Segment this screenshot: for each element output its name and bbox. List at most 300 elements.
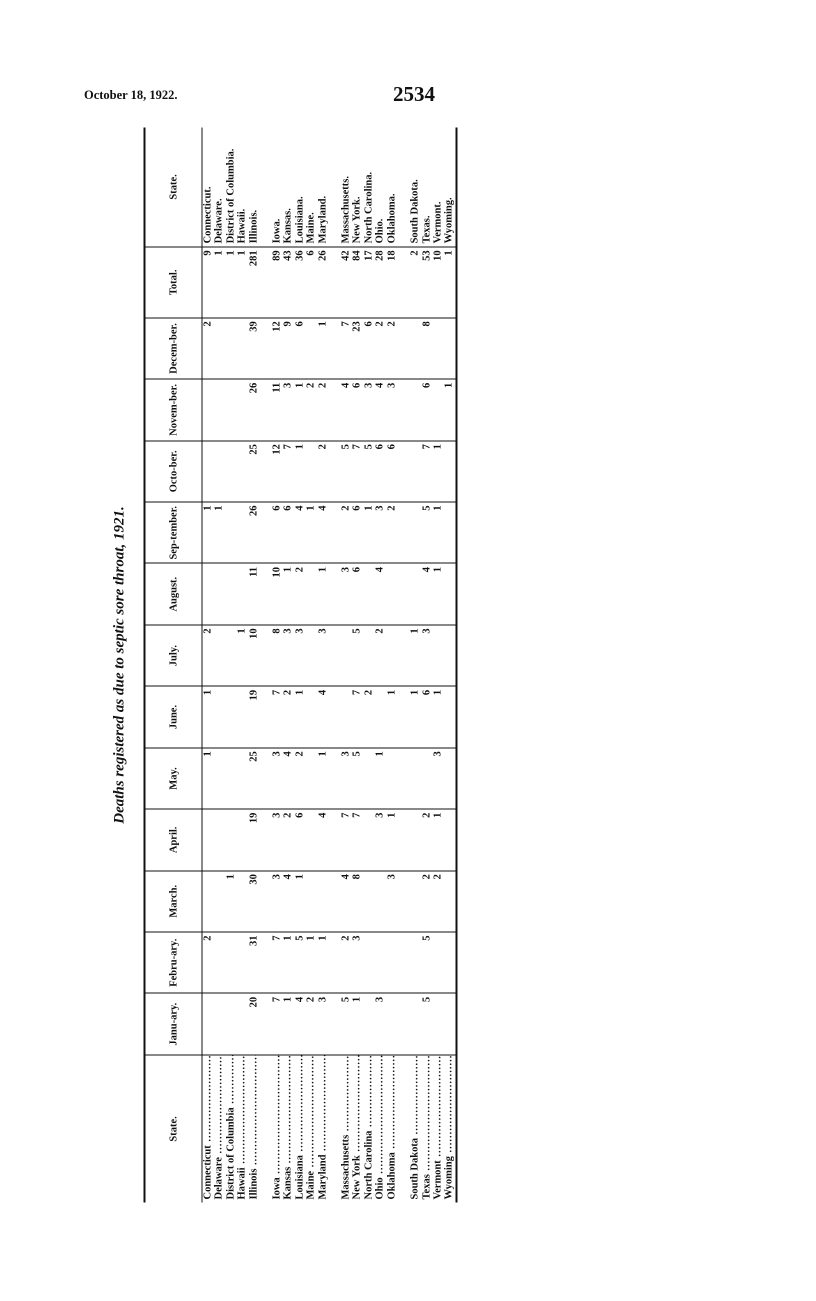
state-name-cell: Illinois ..... <box>248 1055 259 1203</box>
month-value-cell <box>443 625 455 686</box>
month-value-cell <box>236 871 247 932</box>
month-value-cell <box>386 563 397 624</box>
spacer-cell <box>259 809 271 870</box>
month-value-cell <box>236 379 247 440</box>
total-cell: 281 <box>248 247 259 318</box>
total-cell: 1 <box>443 247 455 318</box>
month-value-cell: 12 <box>271 441 282 502</box>
table-row <box>386 128 397 1203</box>
month-value-cell: 5 <box>363 441 374 502</box>
month-value-cell: 30 <box>248 871 259 932</box>
month-value-cell: 7 <box>271 932 282 993</box>
month-value-cell: 5 <box>351 625 362 686</box>
spacer-cell <box>328 318 340 379</box>
month-value-cell <box>305 625 316 686</box>
month-value-cell: 2 <box>340 502 351 563</box>
spacer-cell <box>328 932 340 993</box>
state-name-cell: Iowa ..... <box>271 1055 282 1203</box>
month-value-cell <box>305 563 316 624</box>
state-name-right-cell: Connecticut. <box>202 128 214 247</box>
month-value-cell: 1 <box>363 502 374 563</box>
state-name-cell: Vermont ..... <box>432 1055 443 1203</box>
month-value-cell <box>340 625 351 686</box>
month-value-cell <box>213 563 224 624</box>
month-value-cell <box>202 993 214 1054</box>
month-value-cell: 2 <box>363 686 374 747</box>
month-value-cell <box>202 379 214 440</box>
column-header: Sep-tember. <box>144 502 202 563</box>
spacer-cell <box>259 563 271 624</box>
month-value-cell: 3 <box>317 993 328 1054</box>
month-value-cell: 2 <box>317 441 328 502</box>
month-value-cell <box>213 748 224 809</box>
month-value-cell <box>443 932 455 993</box>
table-header-row <box>144 128 202 1203</box>
column-header: Octo-ber. <box>144 441 202 502</box>
month-value-cell: 7 <box>340 809 351 870</box>
spacer-cell <box>259 932 271 993</box>
month-value-cell <box>409 318 420 379</box>
month-value-cell: 5 <box>421 502 432 563</box>
month-value-cell <box>386 993 397 1054</box>
month-value-cell: 6 <box>351 502 362 563</box>
state-name-cell: Hawaii ..... <box>236 1055 247 1203</box>
month-value-cell <box>443 502 455 563</box>
month-value-cell <box>374 871 385 932</box>
state-name-cell: Delaware ..... <box>213 1055 224 1203</box>
month-value-cell: 1 <box>443 379 455 440</box>
month-value-cell: 6 <box>386 441 397 502</box>
month-value-cell: 2 <box>202 625 214 686</box>
month-value-cell: 6 <box>351 563 362 624</box>
month-value-cell <box>443 318 455 379</box>
column-header: July. <box>144 625 202 686</box>
spacer-cell <box>328 379 340 440</box>
column-header: May. <box>144 748 202 809</box>
spacer-cell <box>397 1055 409 1203</box>
total-cell: 2 <box>409 247 420 318</box>
month-value-cell: 3 <box>271 809 282 870</box>
spacer-cell <box>397 809 409 870</box>
month-value-cell: 7 <box>351 809 362 870</box>
state-name-cell: Maryland ..... <box>317 1055 328 1203</box>
month-value-cell: 1 <box>294 379 305 440</box>
spacer-cell <box>328 625 340 686</box>
month-value-cell <box>213 625 224 686</box>
month-value-cell: 3 <box>282 625 293 686</box>
spacer-cell <box>397 932 409 993</box>
group-spacer <box>397 128 409 1203</box>
month-value-cell: 3 <box>374 809 385 870</box>
month-value-cell: 4 <box>317 686 328 747</box>
month-value-cell <box>409 748 420 809</box>
month-value-cell: 1 <box>386 809 397 870</box>
month-value-cell <box>363 809 374 870</box>
month-value-cell <box>225 686 236 747</box>
month-value-cell <box>386 625 397 686</box>
table-row <box>271 128 282 1203</box>
total-cell: 1 <box>213 247 224 318</box>
spacer-cell <box>259 748 271 809</box>
month-value-cell <box>432 932 443 993</box>
month-value-cell <box>363 932 374 993</box>
month-value-cell <box>236 932 247 993</box>
spacer-cell <box>259 686 271 747</box>
state-name-cell: Connecticut ..... <box>202 1055 214 1203</box>
month-value-cell <box>409 809 420 870</box>
column-header: State. <box>144 1055 202 1203</box>
spacer-cell <box>259 441 271 502</box>
total-cell: 26 <box>317 247 328 318</box>
spacer-cell <box>397 502 409 563</box>
month-value-cell <box>213 441 224 502</box>
month-value-cell: 31 <box>248 932 259 993</box>
column-header: Novem-ber. <box>144 379 202 440</box>
state-name-right-cell: Kansas. <box>282 128 293 247</box>
group-spacer <box>328 128 340 1203</box>
month-value-cell: 3 <box>386 871 397 932</box>
spacer-cell <box>328 748 340 809</box>
month-value-cell: 4 <box>340 379 351 440</box>
spacer-cell <box>397 379 409 440</box>
month-value-cell: 6 <box>363 318 374 379</box>
month-value-cell: 5 <box>421 932 432 993</box>
month-value-cell: 2 <box>374 625 385 686</box>
month-value-cell: 4 <box>282 748 293 809</box>
table-row <box>374 128 385 1203</box>
month-value-cell: 1 <box>294 686 305 747</box>
month-value-cell: 5 <box>351 748 362 809</box>
state-name-right-cell: Hawaii. <box>236 128 247 247</box>
month-value-cell: 6 <box>282 502 293 563</box>
spacer-cell <box>397 748 409 809</box>
state-name-right-cell: Illinois. <box>248 128 259 247</box>
total-cell: 28 <box>374 247 385 318</box>
month-value-cell: 6 <box>421 686 432 747</box>
month-value-cell: 7 <box>282 441 293 502</box>
month-value-cell <box>363 993 374 1054</box>
page-number: 2534 <box>393 82 435 106</box>
spacer-cell <box>328 502 340 563</box>
state-name-right-cell: Wyoming. <box>443 128 455 247</box>
state-name-cell: Louisiana ..... <box>294 1055 305 1203</box>
month-value-cell: 2 <box>432 871 443 932</box>
month-value-cell <box>305 748 316 809</box>
page-date: October 18, 1922. <box>84 88 178 102</box>
month-value-cell <box>363 748 374 809</box>
month-value-cell: 2 <box>282 686 293 747</box>
month-value-cell <box>305 318 316 379</box>
month-value-cell <box>363 625 374 686</box>
month-value-cell: 2 <box>202 932 214 993</box>
spacer-cell <box>328 128 340 247</box>
month-value-cell: 1 <box>282 932 293 993</box>
spacer-cell <box>328 441 340 502</box>
spacer-cell <box>397 441 409 502</box>
month-value-cell: 2 <box>386 502 397 563</box>
month-value-cell: 1 <box>282 993 293 1054</box>
total-cell: 10 <box>432 247 443 318</box>
month-value-cell: 9 <box>282 318 293 379</box>
spacer-cell <box>397 686 409 747</box>
month-value-cell <box>225 809 236 870</box>
month-value-cell: 4 <box>282 871 293 932</box>
state-name-right-cell: Delaware. <box>213 128 224 247</box>
state-name-right-cell: Maine. <box>305 128 316 247</box>
month-value-cell: 1 <box>294 441 305 502</box>
month-value-cell: 3 <box>421 625 432 686</box>
table-title: Deaths registered as due to septic sore throat, 1921. <box>111 506 127 824</box>
month-value-cell: 39 <box>248 318 259 379</box>
month-value-cell: 1 <box>202 748 214 809</box>
month-value-cell <box>386 932 397 993</box>
spacer-cell <box>328 1055 340 1203</box>
state-name-right-cell: Vermont. <box>432 128 443 247</box>
month-value-cell <box>409 993 420 1054</box>
month-value-cell: 2 <box>294 563 305 624</box>
state-name-cell: District of Columbia ..... <box>225 1055 236 1203</box>
month-value-cell <box>213 318 224 379</box>
month-value-cell: 1 <box>432 441 443 502</box>
month-value-cell: 11 <box>271 379 282 440</box>
month-value-cell: 1 <box>409 625 420 686</box>
month-value-cell: 3 <box>386 379 397 440</box>
table-row <box>236 128 247 1203</box>
month-value-cell: 3 <box>294 625 305 686</box>
month-value-cell: 8 <box>351 871 362 932</box>
month-value-cell: 2 <box>374 318 385 379</box>
month-value-cell <box>409 871 420 932</box>
state-name-cell: Oklahoma ..... <box>386 1055 397 1203</box>
month-value-cell: 1 <box>317 563 328 624</box>
month-value-cell: 6 <box>294 318 305 379</box>
state-name-cell: Texas ..... <box>421 1055 432 1203</box>
month-value-cell: 2 <box>317 379 328 440</box>
state-name-cell: Ohio ..... <box>374 1055 385 1203</box>
month-value-cell: 7 <box>271 993 282 1054</box>
table-row <box>305 128 316 1203</box>
table-row <box>421 128 432 1203</box>
month-value-cell <box>317 871 328 932</box>
month-value-cell: 2 <box>202 318 214 379</box>
spacer-cell <box>259 625 271 686</box>
month-value-cell: 19 <box>248 686 259 747</box>
month-value-cell: 4 <box>374 379 385 440</box>
state-name-cell: New York ..... <box>351 1055 362 1203</box>
state-name-cell: Kansas ..... <box>282 1055 293 1203</box>
month-value-cell: 1 <box>432 686 443 747</box>
month-value-cell <box>363 563 374 624</box>
month-value-cell <box>202 441 214 502</box>
month-value-cell: 7 <box>351 686 362 747</box>
month-value-cell: 1 <box>432 502 443 563</box>
spacer-cell <box>397 247 409 318</box>
month-value-cell <box>236 563 247 624</box>
month-value-cell: 4 <box>317 502 328 563</box>
month-value-cell <box>443 441 455 502</box>
total-cell: 36 <box>294 247 305 318</box>
spacer-cell <box>328 247 340 318</box>
month-value-cell: 2 <box>386 318 397 379</box>
rotated-table-block <box>101 128 499 1203</box>
state-name-cell: Wyoming ..... <box>443 1055 455 1203</box>
spacer-cell <box>259 128 271 247</box>
month-value-cell <box>225 993 236 1054</box>
month-value-cell: 20 <box>248 993 259 1054</box>
month-value-cell: 1 <box>351 993 362 1054</box>
month-value-cell: 3 <box>317 625 328 686</box>
month-value-cell <box>202 871 214 932</box>
column-header: April. <box>144 809 202 870</box>
month-value-cell: 1 <box>432 563 443 624</box>
month-value-cell: 25 <box>248 441 259 502</box>
total-cell: 43 <box>282 247 293 318</box>
month-value-cell <box>236 441 247 502</box>
month-value-cell: 3 <box>340 748 351 809</box>
month-value-cell: 7 <box>271 686 282 747</box>
month-value-cell <box>432 379 443 440</box>
month-value-cell <box>202 809 214 870</box>
month-value-cell <box>225 502 236 563</box>
state-name-cell: North Carolina ..... <box>363 1055 374 1203</box>
month-value-cell: 6 <box>351 379 362 440</box>
month-value-cell: 10 <box>248 625 259 686</box>
month-value-cell: 4 <box>294 502 305 563</box>
month-value-cell <box>213 809 224 870</box>
month-value-cell: 2 <box>421 871 432 932</box>
table-body <box>202 128 456 1203</box>
month-value-cell: 23 <box>351 318 362 379</box>
month-value-cell: 1 <box>305 502 316 563</box>
month-value-cell: 1 <box>305 932 316 993</box>
total-cell: 17 <box>363 247 374 318</box>
state-name-right-cell: North Carolina. <box>363 128 374 247</box>
month-value-cell: 1 <box>236 625 247 686</box>
spacer-cell <box>397 625 409 686</box>
spacer-cell <box>328 563 340 624</box>
state-name-right-cell: South Dakota. <box>409 128 420 247</box>
month-value-cell: 8 <box>421 318 432 379</box>
month-value-cell <box>409 441 420 502</box>
spacer-cell <box>397 563 409 624</box>
month-value-cell: 1 <box>317 932 328 993</box>
month-value-cell: 4 <box>421 563 432 624</box>
month-value-cell: 1 <box>282 563 293 624</box>
month-value-cell: 10 <box>271 563 282 624</box>
spacer-cell <box>328 686 340 747</box>
month-value-cell: 5 <box>340 441 351 502</box>
month-value-cell: 2 <box>305 379 316 440</box>
total-cell: 53 <box>421 247 432 318</box>
column-header: March. <box>144 871 202 932</box>
group-spacer <box>259 128 271 1203</box>
month-value-cell <box>213 871 224 932</box>
month-value-cell: 1 <box>374 748 385 809</box>
spacer-cell <box>397 318 409 379</box>
state-name-right-cell: Louisiana. <box>294 128 305 247</box>
spacer-cell <box>259 993 271 1054</box>
month-value-cell <box>236 318 247 379</box>
month-value-cell: 12 <box>271 318 282 379</box>
state-name-cell: Maine ..... <box>305 1055 316 1203</box>
spacer-cell <box>328 809 340 870</box>
month-value-cell <box>236 686 247 747</box>
month-value-cell <box>225 748 236 809</box>
state-name-right-cell: Iowa. <box>271 128 282 247</box>
month-value-cell: 1 <box>386 686 397 747</box>
column-header: August. <box>144 563 202 624</box>
column-header: June. <box>144 686 202 747</box>
spacer-cell <box>328 993 340 1054</box>
total-cell: 89 <box>271 247 282 318</box>
month-value-cell: 3 <box>374 993 385 1054</box>
month-value-cell: 4 <box>317 809 328 870</box>
spacer-cell <box>259 247 271 318</box>
month-value-cell: 4 <box>340 871 351 932</box>
spacer-cell <box>397 871 409 932</box>
month-value-cell <box>421 748 432 809</box>
month-value-cell: 3 <box>282 379 293 440</box>
state-name-right-cell: Ohio. <box>374 128 385 247</box>
month-value-cell: 1 <box>202 686 214 747</box>
table-row <box>282 128 293 1203</box>
table-row <box>225 128 236 1203</box>
month-value-cell: 2 <box>305 993 316 1054</box>
table-row <box>340 128 351 1203</box>
month-value-cell: 5 <box>421 993 432 1054</box>
month-value-cell: 1 <box>409 686 420 747</box>
month-value-cell: 7 <box>421 441 432 502</box>
table-row <box>248 128 259 1203</box>
spacer-cell <box>328 871 340 932</box>
month-value-cell: 1 <box>213 502 224 563</box>
column-header: Janu-ary. <box>144 993 202 1054</box>
month-value-cell: 3 <box>271 871 282 932</box>
month-value-cell <box>225 625 236 686</box>
month-value-cell <box>236 809 247 870</box>
total-cell: 6 <box>305 247 316 318</box>
month-value-cell: 3 <box>432 748 443 809</box>
state-name-cell: South Dakota ..... <box>409 1055 420 1203</box>
month-value-cell <box>225 379 236 440</box>
spacer-cell <box>259 379 271 440</box>
month-value-cell: 6 <box>271 502 282 563</box>
table-row <box>351 128 362 1203</box>
month-value-cell: 7 <box>340 318 351 379</box>
month-value-cell: 4 <box>294 993 305 1054</box>
total-cell: 1 <box>225 247 236 318</box>
table-row <box>363 128 374 1203</box>
state-name-cell: Massachusetts ..... <box>340 1055 351 1203</box>
month-value-cell <box>202 563 214 624</box>
table-row <box>213 128 224 1203</box>
month-value-cell: 2 <box>294 748 305 809</box>
month-value-cell: 6 <box>421 379 432 440</box>
state-name-right-cell: District of Columbia. <box>225 128 236 247</box>
month-value-cell <box>409 379 420 440</box>
month-value-cell: 1 <box>294 871 305 932</box>
state-name-right-cell: Massachusetts. <box>340 128 351 247</box>
total-cell: 1 <box>236 247 247 318</box>
spacer-cell <box>397 128 409 247</box>
month-value-cell <box>432 625 443 686</box>
month-value-cell <box>432 318 443 379</box>
month-value-cell <box>409 502 420 563</box>
month-value-cell: 2 <box>340 932 351 993</box>
month-value-cell <box>443 686 455 747</box>
month-value-cell <box>225 318 236 379</box>
month-value-cell <box>236 502 247 563</box>
